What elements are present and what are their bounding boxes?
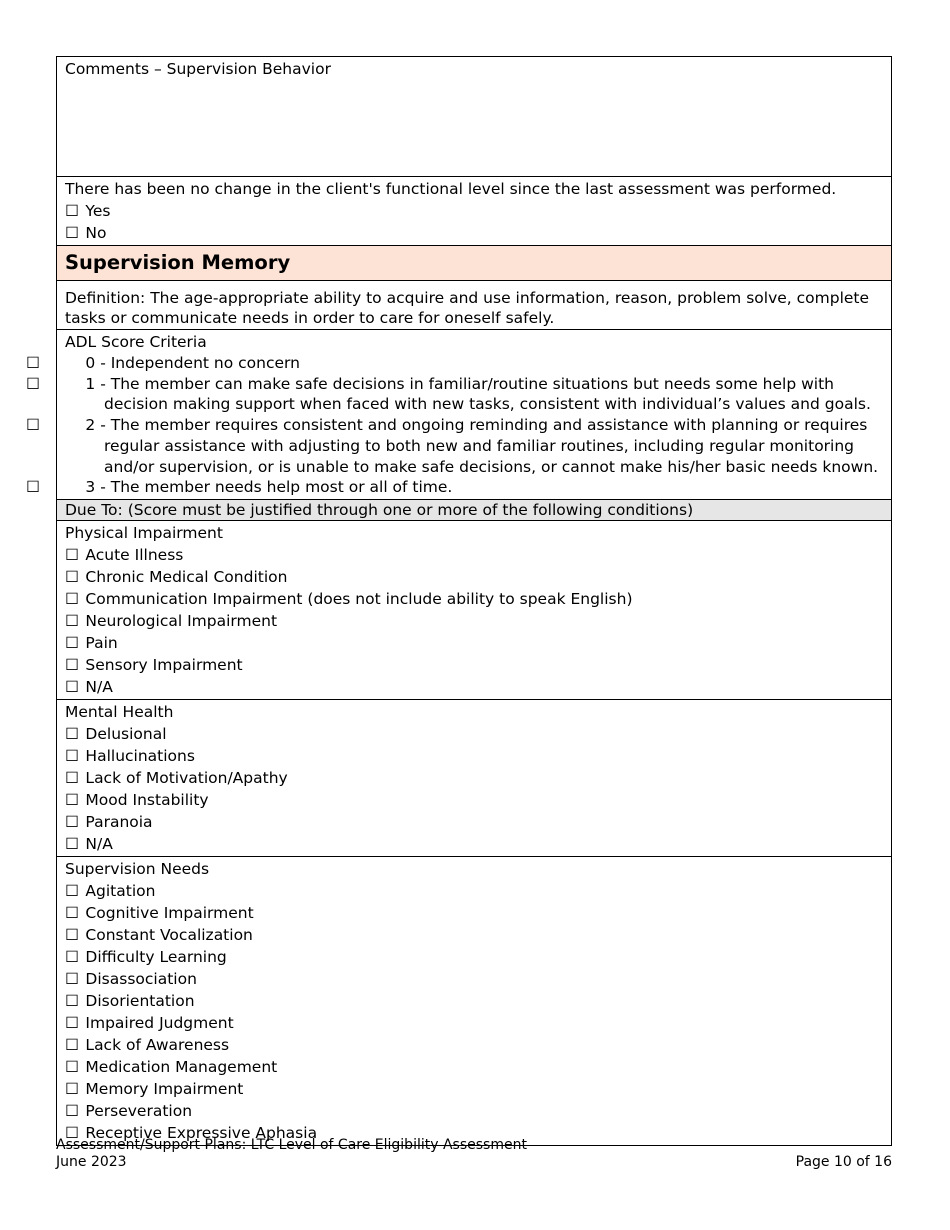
checkbox-icon[interactable]: ☐	[65, 611, 79, 630]
checkbox-option[interactable]	[65, 1078, 883, 1100]
checkbox-option[interactable]	[65, 1100, 883, 1122]
supervision-needs-label: Supervision Needs	[65, 859, 210, 878]
assessment-form-table	[26, 56, 892, 1146]
checkbox-option[interactable]	[65, 723, 883, 745]
checkbox-label: Agitation	[80, 881, 156, 900]
checkbox-option[interactable]	[65, 222, 883, 244]
checkbox-label: 2 - The member requires consistent and ongoing reminding and assistance with planning or requires regular assistance with adjusting to both new and familiar routines, including regular monitoring and/or supervision, or is unable to make safe decisions, or cannot make his/her basic needs known.	[80, 416, 879, 476]
section-heading-cell	[57, 246, 892, 281]
checkbox-icon[interactable]: ☐	[65, 790, 79, 809]
checkbox-option[interactable]	[65, 566, 883, 588]
checkbox-icon[interactable]: ☐	[65, 589, 79, 608]
checkbox-icon[interactable]: ☐	[26, 416, 40, 435]
checkbox-icon[interactable]: ☐	[65, 925, 79, 944]
checkbox-label: N/A	[80, 677, 113, 696]
definition-text: Definition: The age-appropriate ability to acquire and use information, reason, problem solve, complete tasks or communicate needs in order to care for oneself safely.	[65, 289, 870, 327]
checkbox-option[interactable]	[65, 588, 883, 610]
checkbox-option[interactable]	[26, 353, 883, 374]
checkbox-option[interactable]	[65, 924, 883, 946]
definition-cell	[57, 281, 892, 330]
checkbox-icon[interactable]: ☐	[65, 947, 79, 966]
checkbox-option[interactable]	[65, 544, 883, 566]
checkbox-option[interactable]	[65, 902, 883, 924]
page-footer	[56, 1137, 892, 1171]
checkbox-icon[interactable]: ☐	[65, 881, 79, 900]
physical-impairment-options	[65, 544, 883, 698]
checkbox-label: Memory Impairment	[80, 1079, 244, 1098]
checkbox-label: Sensory Impairment	[80, 655, 243, 674]
footer-page-number: Page 10 of 16	[795, 1154, 892, 1170]
adl-label: ADL Score Criteria	[65, 333, 207, 351]
footer-title: Assessment/Support Plans: LTC Level of Care Eligibility Assessment	[56, 1137, 527, 1153]
due-to-cell	[57, 499, 892, 520]
checkbox-option[interactable]	[26, 374, 883, 415]
checkbox-option[interactable]	[65, 676, 883, 698]
adl-options	[26, 353, 883, 498]
checkbox-icon[interactable]: ☐	[65, 1035, 79, 1054]
checkbox-label: Yes	[80, 202, 111, 220]
checkbox-option[interactable]	[65, 968, 883, 990]
checkbox-option[interactable]	[65, 654, 883, 676]
checkbox-label: Paranoia	[80, 812, 153, 831]
checkbox-icon[interactable]: ☐	[65, 724, 79, 743]
supervision-needs-options	[65, 880, 883, 1144]
checkbox-label: Acute Illness	[80, 545, 184, 564]
checkbox-option[interactable]	[65, 990, 883, 1012]
footer-date: June 2023	[56, 1154, 127, 1170]
checkbox-icon[interactable]: ☐	[65, 567, 79, 586]
checkbox-option[interactable]	[65, 767, 883, 789]
supervision-needs-cell	[57, 856, 892, 1145]
checkbox-label: Cognitive Impairment	[80, 903, 254, 922]
checkbox-label: Difficulty Learning	[80, 947, 227, 966]
checkbox-label: 1 - The member can make safe decisions in familiar/routine situations but needs some help with decision making support when faced with new tasks, consistent with individual’s values and goals.	[80, 374, 871, 414]
checkbox-option[interactable]	[65, 1056, 883, 1078]
mental-health-label: Mental Health	[65, 702, 174, 721]
checkbox-icon[interactable]: ☐	[65, 1101, 79, 1120]
functional-change-cell	[57, 177, 892, 246]
checkbox-option[interactable]	[65, 632, 883, 654]
checkbox-icon[interactable]: ☐	[65, 545, 79, 564]
checkbox-icon[interactable]: ☐	[65, 1123, 79, 1142]
checkbox-label: Lack of Awareness	[80, 1035, 230, 1054]
checkbox-option[interactable]	[65, 1012, 883, 1034]
physical-impairment-cell	[57, 520, 892, 699]
checkbox-icon[interactable]: ☐	[26, 354, 40, 372]
comments-cell[interactable]	[57, 57, 892, 177]
checkbox-icon[interactable]: ☐	[26, 478, 40, 497]
mental-health-cell	[57, 699, 892, 856]
checkbox-option[interactable]	[65, 833, 883, 855]
due-to-text: Due To: (Score must be justified through one or more of the following conditions)	[65, 500, 694, 519]
checkbox-option[interactable]	[65, 1034, 883, 1056]
checkbox-icon[interactable]: ☐	[65, 903, 79, 922]
checkbox-icon[interactable]: ☐	[65, 655, 79, 674]
checkbox-option[interactable]	[65, 610, 883, 632]
checkbox-label: Neurological Impairment	[80, 611, 278, 630]
checkbox-label: 3 - The member needs help most or all of time.	[80, 478, 453, 497]
section-title: Supervision Memory	[65, 251, 291, 274]
checkbox-icon[interactable]: ☐	[65, 746, 79, 765]
checkbox-option[interactable]	[65, 745, 883, 767]
checkbox-label: Disorientation	[80, 991, 195, 1010]
checkbox-icon[interactable]: ☐	[65, 633, 79, 652]
checkbox-label: Receptive Expressive Aphasia	[80, 1123, 318, 1142]
checkbox-icon[interactable]: ☐	[65, 1057, 79, 1076]
checkbox-label: Perseveration	[80, 1101, 193, 1120]
checkbox-icon[interactable]: ☐	[65, 677, 79, 696]
checkbox-icon[interactable]: ☐	[65, 834, 79, 853]
mental-health-options	[65, 723, 883, 855]
checkbox-label: No	[80, 224, 107, 242]
checkbox-label: N/A	[80, 834, 113, 853]
checkbox-label: Communication Impairment (does not include ability to speak English)	[80, 589, 633, 608]
physical-impairment-label: Physical Impairment	[65, 523, 223, 542]
checkbox-label: Pain	[80, 633, 118, 652]
checkbox-icon[interactable]: ☐	[65, 991, 79, 1010]
checkbox-icon[interactable]: ☐	[65, 1079, 79, 1098]
checkbox-icon[interactable]: ☐	[65, 1013, 79, 1032]
checkbox-option[interactable]	[65, 811, 883, 833]
checkbox-option[interactable]	[26, 477, 883, 498]
checkbox-icon[interactable]: ☐	[65, 969, 79, 988]
checkbox-option[interactable]	[65, 946, 883, 968]
checkbox-icon[interactable]: ☐	[65, 812, 79, 831]
checkbox-label: Impaired Judgment	[80, 1013, 234, 1032]
checkbox-icon[interactable]: ☐	[65, 202, 79, 220]
adl-criteria-cell	[26, 330, 892, 500]
checkbox-label: Lack of Motivation/Apathy	[80, 768, 288, 787]
checkbox-option[interactable]	[65, 200, 883, 222]
checkbox-label: Constant Vocalization	[80, 925, 253, 944]
functional-change-question: There has been no change in the client's functional level since the last assessment was performed.	[65, 180, 837, 198]
checkbox-label: Chronic Medical Condition	[80, 567, 288, 586]
checkbox-label: Hallucinations	[80, 746, 195, 765]
checkbox-label: Medication Management	[80, 1057, 278, 1076]
checkbox-label: Mood Instability	[80, 790, 209, 809]
checkbox-label: Delusional	[80, 724, 167, 743]
functional-change-options	[65, 200, 883, 244]
comments-label: Comments – Supervision Behavior	[65, 60, 331, 78]
checkbox-icon[interactable]: ☐	[26, 374, 40, 393]
checkbox-option[interactable]	[65, 789, 883, 811]
checkbox-icon[interactable]: ☐	[65, 224, 79, 242]
checkbox-option[interactable]	[26, 415, 883, 477]
checkbox-label: 0 - Independent no concern	[80, 354, 300, 372]
checkbox-option[interactable]	[65, 880, 883, 902]
checkbox-label: Disassociation	[80, 969, 197, 988]
checkbox-icon[interactable]: ☐	[65, 768, 79, 787]
